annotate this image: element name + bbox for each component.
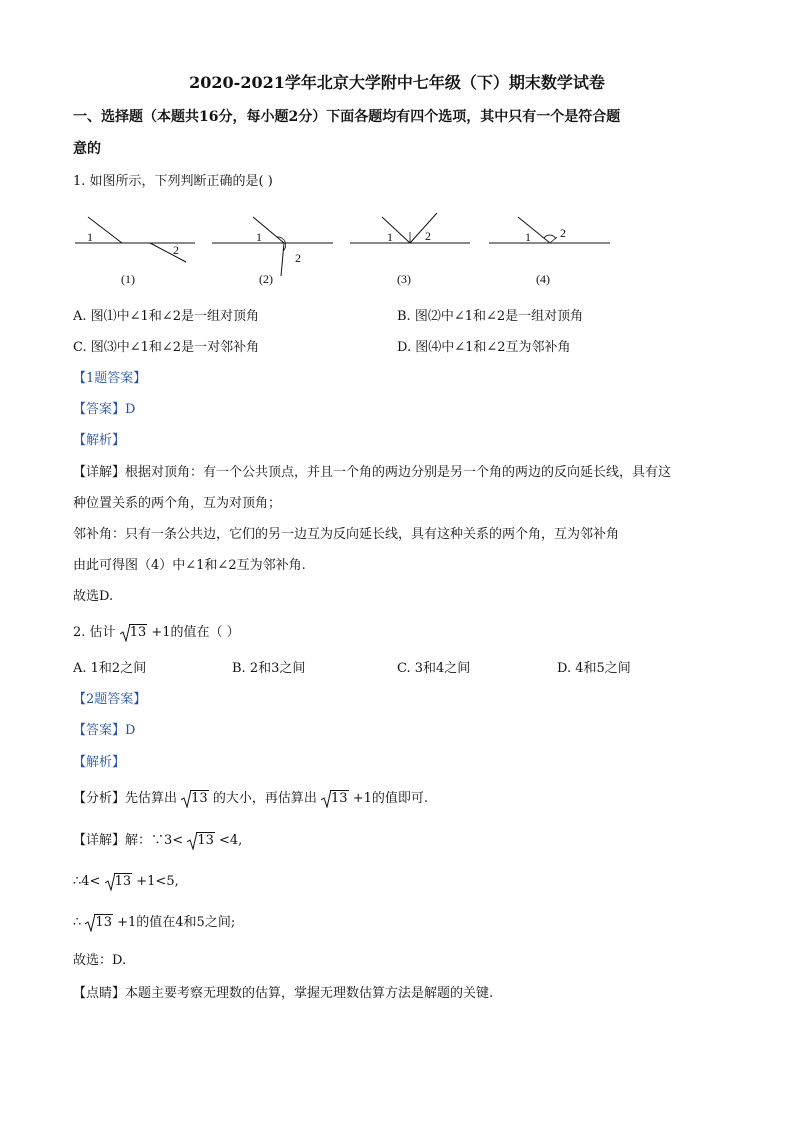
q1-detail-line3: 邻补角：只有一条公共边，它们的另一边互为反向延长线，具有这种关系的两个角，互为邻补角 — [73, 527, 620, 542]
figure-1 — [75, 217, 195, 286]
q2-step3-post: +1的值在4和5之间; — [117, 915, 236, 930]
radical-sign-icon — [120, 622, 130, 642]
q1-detail-line2: 种位置关系的两个角，互为对顶角； — [73, 496, 282, 511]
q2-step2-pre: ∴4< — [73, 874, 101, 889]
radicand: 13 — [197, 833, 214, 848]
figure-2 — [212, 217, 333, 286]
q1-analysis-tag: 【解析】 — [73, 433, 126, 448]
fig1-label: (1) — [121, 272, 135, 286]
q2-option-c: C. 3和4之间 — [397, 661, 471, 676]
q1-answer-tag: 【1题答案】 — [73, 371, 147, 386]
radical-sign-icon — [105, 871, 115, 891]
sqrt-13 — [85, 914, 113, 932]
figure-4 — [489, 217, 610, 286]
q1-figures — [70, 210, 630, 290]
q1-option-a: A. 图⑴中∠1和∠2是一组对顶角 — [73, 309, 259, 324]
fig4-angle-2: 2 — [560, 226, 566, 240]
q2-stem — [73, 624, 240, 642]
sqrt-13 — [120, 624, 148, 642]
radical-sign-icon — [187, 830, 197, 850]
fig2-angle-1: 1 — [256, 230, 262, 244]
sqrt-13 — [105, 873, 133, 891]
fig4-angle-1: 1 — [525, 230, 531, 244]
sqrt-13 — [187, 832, 215, 850]
q2-detail-post: <4, — [219, 833, 243, 848]
q2-stem-pre: 2. 估计 — [73, 625, 116, 640]
q2-fenxi-pre: 【分析】先估算出 — [73, 791, 178, 806]
q2-step2-post: +1<5, — [136, 874, 179, 889]
q2-stem-post: +1的值在（ ） — [151, 625, 240, 640]
fig3-angle-1: 1 — [387, 230, 393, 244]
q2-step3 — [73, 914, 235, 932]
radicand: 13 — [114, 874, 132, 889]
q2-answer-tag: 【2题答案】 — [73, 692, 147, 707]
q2-analysis-tag: 【解析】 — [73, 755, 126, 770]
q2-step3-pre: ∴ — [73, 915, 82, 930]
radicand: 13 — [331, 791, 348, 806]
sqrt-13 — [181, 790, 209, 808]
section-heading-line1: 一、选择题（本题共16分，每小题2分）下面各题均有四个选项，其中只有一个是符合题 — [73, 109, 621, 125]
fig2-label: (2) — [259, 272, 273, 286]
radical-sign-icon — [181, 788, 191, 808]
q1-option-c: C. 图⑶中∠1和∠2是一对邻补角 — [73, 340, 260, 355]
radical-sign-icon — [85, 912, 95, 932]
q2-point: 【点睛】本题主要考察无理数的估算，掌握无理数估算方法是解题的关键. — [73, 986, 494, 1001]
figure-3 — [350, 213, 470, 286]
fig3-label: (3) — [397, 272, 411, 286]
radicand: 13 — [129, 625, 147, 640]
q2-option-a: A. 1和2之间 — [73, 661, 147, 676]
q1-option-d: D. 图⑷中∠1和∠2互为邻补角 — [397, 340, 571, 355]
fig1-angle-1: 1 — [87, 230, 93, 244]
q2-fenxi-post: +1的值即可. — [352, 791, 428, 806]
q2-option-d: D. 4和5之间 — [557, 661, 631, 676]
q2-conclusion: 故选：D. — [73, 953, 127, 968]
q1-conclusion: 故选D. — [73, 589, 114, 604]
radicand: 13 — [191, 791, 208, 806]
q1-option-b: B. 图⑵中∠1和∠2是一组对顶角 — [397, 309, 584, 324]
q2-fenxi — [73, 790, 428, 808]
section-heading-line2: 意的 — [73, 141, 101, 157]
q2-detail — [73, 832, 242, 850]
q1-stem: 1. 如图所示，下列判断正确的是( ) — [73, 174, 273, 189]
q2-answer: 【答案】D — [73, 723, 136, 738]
fig1-angle-2: 2 — [173, 243, 179, 257]
q2-fenxi-mid: 的大小，再估算出 — [212, 791, 317, 806]
fig3-angle-2: 2 — [425, 229, 431, 243]
radicand: 13 — [95, 915, 112, 930]
q2-option-b: B. 2和3之间 — [232, 661, 306, 676]
fig2-angle-2: 2 — [295, 251, 301, 265]
q1-answer: 【答案】D — [73, 402, 136, 417]
fig4-label: (4) — [536, 272, 550, 286]
q2-step2 — [73, 873, 179, 891]
radical-sign-icon — [321, 788, 331, 808]
q1-detail-line1: 【详解】根据对顶角：有一个公共顶点，并且一个角的两边分别是另一个角的两边的反向延长线，具有这 — [73, 465, 672, 480]
q2-detail-pre: 【详解】解：∵3< — [73, 833, 184, 848]
q1-detail-line4: 由此可得图（4）中∠1和∠2互为邻补角. — [73, 558, 306, 573]
sqrt-13 — [321, 790, 349, 808]
page-title: 2020-2021学年北京大学附中七年级（下）期末数学试卷 — [189, 73, 605, 92]
